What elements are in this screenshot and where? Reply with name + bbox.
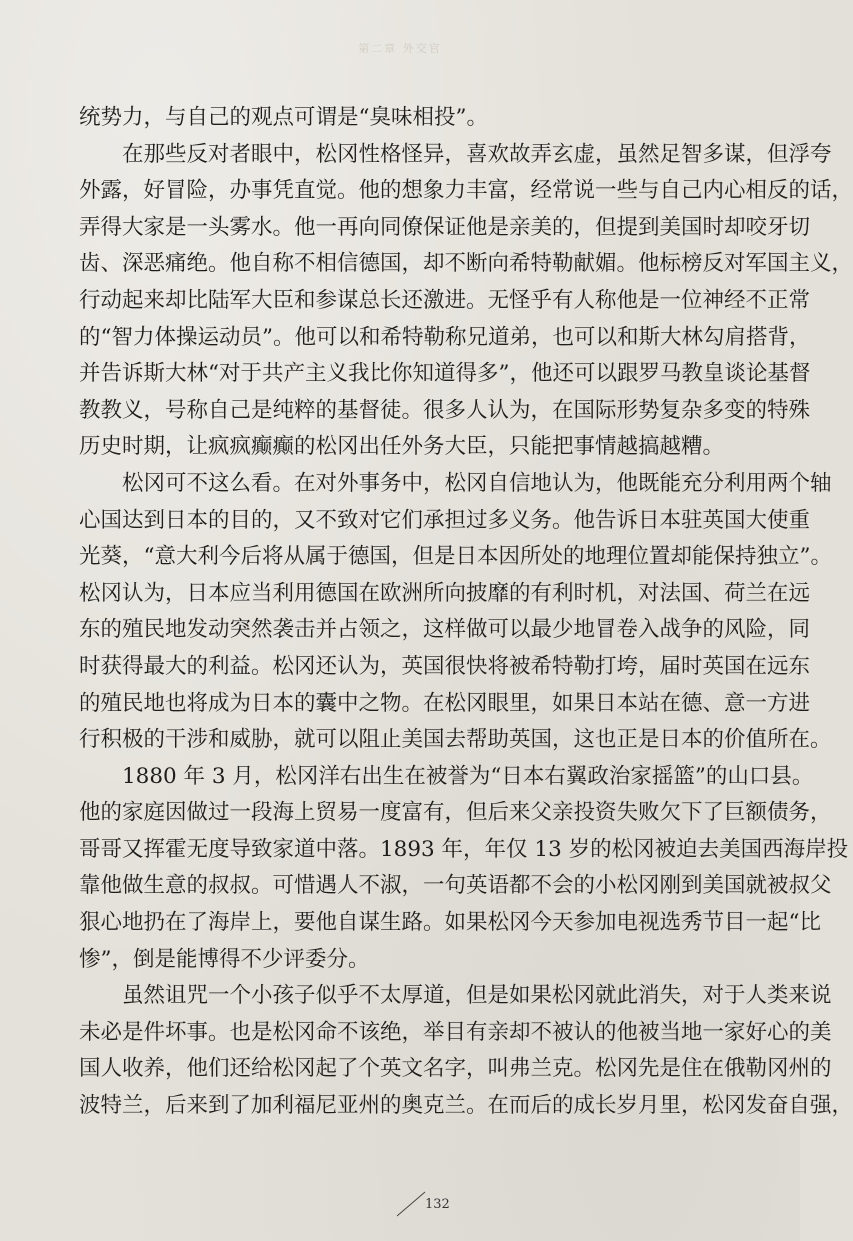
text-line: 1880 年 3 月，松冈洋右出生在被誉为“日本右翼政治家摇篮”的山口县。: [122, 763, 814, 789]
body-text: [79, 100, 853, 1125]
page-number: 132: [425, 1197, 450, 1212]
text-line: 统势力，与自己的观点可谓是“臭味相投”。: [79, 105, 488, 130]
text-line: 行动起来却比陆军大臣和参谋总长还激进。无怪乎有人称他是一位神经不正常: [79, 287, 811, 313]
text-line: 松冈认为，日本应当利用德国在欧洲所向披靡的有利时机，对法国、荷兰在远: [79, 580, 811, 606]
text-line: 他的家庭因做过一段海上贸易一度富有，但后来父亲投资失败欠下了巨额债务，: [79, 800, 832, 826]
text-line: 心国达到日本的目的，又不致对它们承担过多义务。他告诉日本驻英国大使重: [79, 507, 811, 533]
text-line: 历史时期，让疯疯癫癫的松冈出任外务大臣，只能把事情越搞越糟。: [79, 434, 725, 460]
text-line: 的“智力体操运动员”。他可以和希特勒称兄道弟，也可以和斯大林勾肩搭背，: [79, 324, 811, 350]
text-line: 东的殖民地发动突然袭击并占领之，这样做可以最少地冒卷入战争的风险，同: [79, 617, 811, 643]
running-head: 第二章 外交官: [358, 42, 442, 55]
text-line: 未必是件坏事。也是松冈命不该绝，举目有亲却不被认的他被当地一家好心的美: [79, 1019, 832, 1045]
text-line: 松冈可不这么看。在对外事务中，松冈自信地认为，他既能充分利用两个轴: [122, 470, 832, 496]
text-line: 行积极的干涉和威胁，就可以阻止美国去帮助英国，这也正是日本的价值所在。: [79, 727, 832, 753]
text-line: 弄得大家是一头雾水。他一再向同僚保证他是亲美的，但提到美国时却咬牙切: [79, 214, 811, 240]
text-line: 光葵，“意大利今后将从属于德国，但是日本因所处的地理位置却能保持独立”。: [79, 544, 832, 570]
text-line: 靠他做生意的叔叔。可惜遇人不淑，一句英语都不会的小松冈刚到美国就被叔父: [79, 873, 832, 899]
text-line: 齿、深恶痛绝。他自称不相信德国，却不断向希特勒献媚。他标榜反对军国主义，: [79, 251, 853, 277]
text-line: 外露，好冒险，办事凭直觉。他的想象力丰富，经常说一些与自己内心相反的话，: [79, 178, 853, 204]
text-line: 哥哥又挥霍无度导致家道中落。1893 年，年仅 13 岁的松冈被迫去美国西海岸投: [79, 836, 849, 862]
text-line: 惨”，倒是能博得不少评委分。: [79, 946, 370, 972]
text-line: 虽然诅咒一个小孩子似乎不太厚道，但是如果松冈就此消失，对于人类来说: [122, 983, 832, 1009]
text-line: 并告诉斯大林“对于共产主义我比你知道得多”，他还可以跟罗马教皇谈论基督: [79, 361, 811, 387]
page-folio: [395, 1190, 455, 1218]
text-line: 国人收养，他们还给松冈起了个英文名字，叫弗兰克。松冈先是住在俄勒冈州的: [79, 1056, 832, 1082]
text-line: 狠心地扔在了海岸上，要他自谋生路。如果松冈今天参加电视选秀节目一起“比: [79, 910, 821, 936]
text-line: 波特兰，后来到了加利福尼亚州的奥克兰。在而后的成长岁月里，松冈发奋自强，: [79, 1093, 853, 1119]
text-line: 的殖民地也将成为日本的囊中之物。在松冈眼里，如果日本站在德、意一方进: [79, 690, 811, 716]
text-line: 在那些反对者眼中，松冈性格怪异，喜欢故弄玄虚，虽然足智多谋，但浮夸: [122, 141, 832, 167]
text-line: 时获得最大的利益。松冈还认为，英国很快将被希特勒打垮，届时英国在远东: [79, 653, 811, 679]
text-line: 教教义，号称自己是纯粹的基督徒。很多人认为，在国际形势复杂多变的特殊: [79, 397, 811, 423]
